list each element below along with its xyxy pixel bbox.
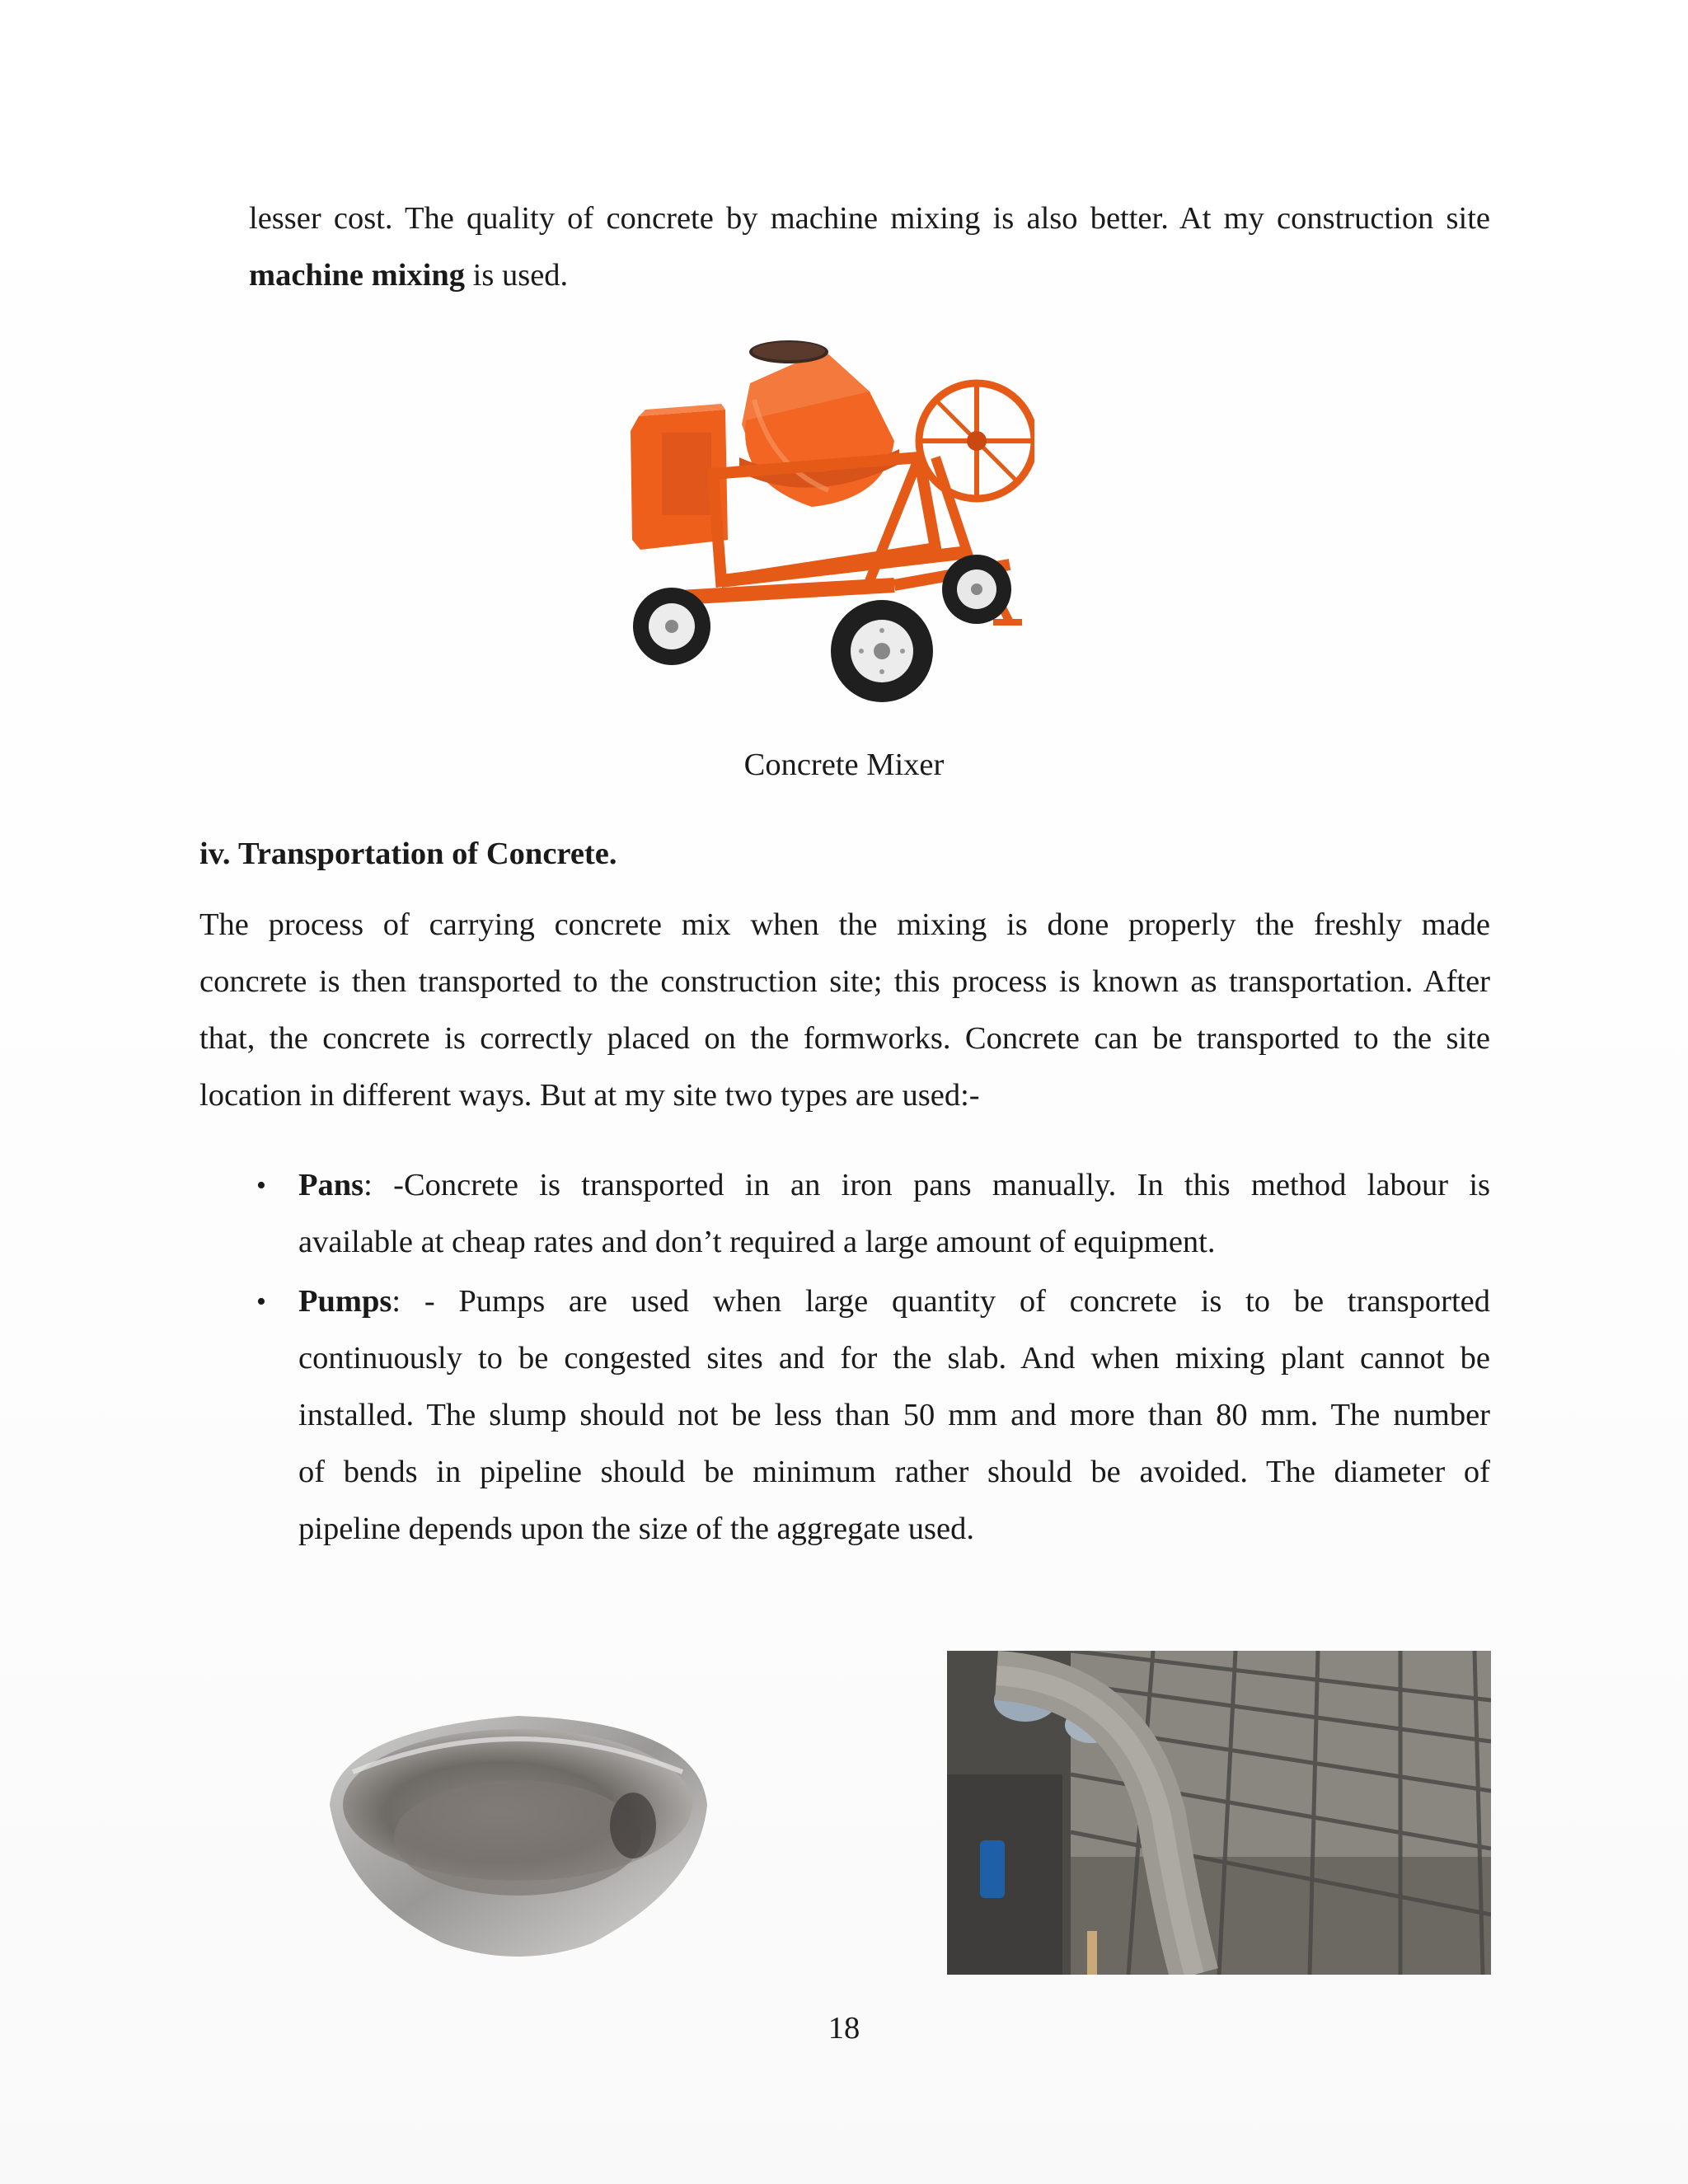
bullet-text: : - Pumps are used when large quantity of concrete is to be transported bbox=[392, 1284, 1490, 1319]
bullet-line: of bends in pipeline should be minimum rather should be avoided. The diameter of bbox=[298, 1455, 1490, 1489]
intro-line-2-rest: is used. bbox=[465, 258, 569, 293]
transport-methods-list bbox=[249, 1157, 1490, 1560]
section-heading bbox=[199, 826, 617, 883]
bullet-term: Pans bbox=[298, 1168, 364, 1202]
paragraph-line: location in different ways. But at my site two types are used:- bbox=[199, 1078, 980, 1113]
list-item-pans bbox=[249, 1157, 1490, 1271]
bullet-text: : -Concrete is transported in an iron pans manually. In this method labour is bbox=[363, 1168, 1490, 1202]
bullet-icon: • bbox=[256, 1170, 266, 1201]
intro-line-2 bbox=[249, 247, 1490, 304]
concrete-pump-image bbox=[947, 1651, 1491, 1975]
bullet-line: pipeline depends upon the size of the aggregate used. bbox=[298, 1511, 974, 1546]
bullet-line bbox=[298, 1157, 1490, 1214]
list-item-pumps bbox=[249, 1273, 1490, 1558]
bullet-line: available at cheap rates and don’t required a large amount of equipment. bbox=[298, 1225, 1216, 1259]
bullet-line bbox=[298, 1273, 1490, 1330]
machine-mixing-bold: machine mixing bbox=[249, 258, 466, 293]
section-title: Transportation of Concrete. bbox=[238, 837, 617, 871]
mixer-caption: Concrete Mixer bbox=[743, 748, 945, 782]
intro-paragraph bbox=[249, 190, 1490, 304]
iron-pan-image bbox=[320, 1681, 715, 1978]
paragraph-line: that, the concrete is correctly placed on the formworks. Concrete can be transported to the site bbox=[199, 1021, 1490, 1056]
page-number: 18 bbox=[828, 2011, 860, 2046]
intro-line-1: lesser cost. The quality of concrete by machine mixing is also better. At my construction site bbox=[249, 201, 1490, 236]
bullet-icon: • bbox=[256, 1286, 266, 1317]
bullet-term: Pumps bbox=[298, 1284, 392, 1319]
section-number: iv. bbox=[199, 837, 231, 871]
bullet-line: installed. The slump should not be less than 50 mm and more than 80 mm. The number bbox=[298, 1398, 1490, 1432]
concrete-mixer-image bbox=[622, 334, 1034, 725]
paragraph-line: The process of carrying concrete mix when the mixing is done properly the freshly made bbox=[199, 907, 1490, 942]
paragraph-line: concrete is then transported to the construction site; this process is known as transportation. After bbox=[199, 964, 1490, 999]
transportation-paragraph bbox=[199, 897, 1490, 1124]
bullet-line: continuously to be congested sites and for the slab. And when mixing plant cannot be bbox=[298, 1341, 1490, 1376]
